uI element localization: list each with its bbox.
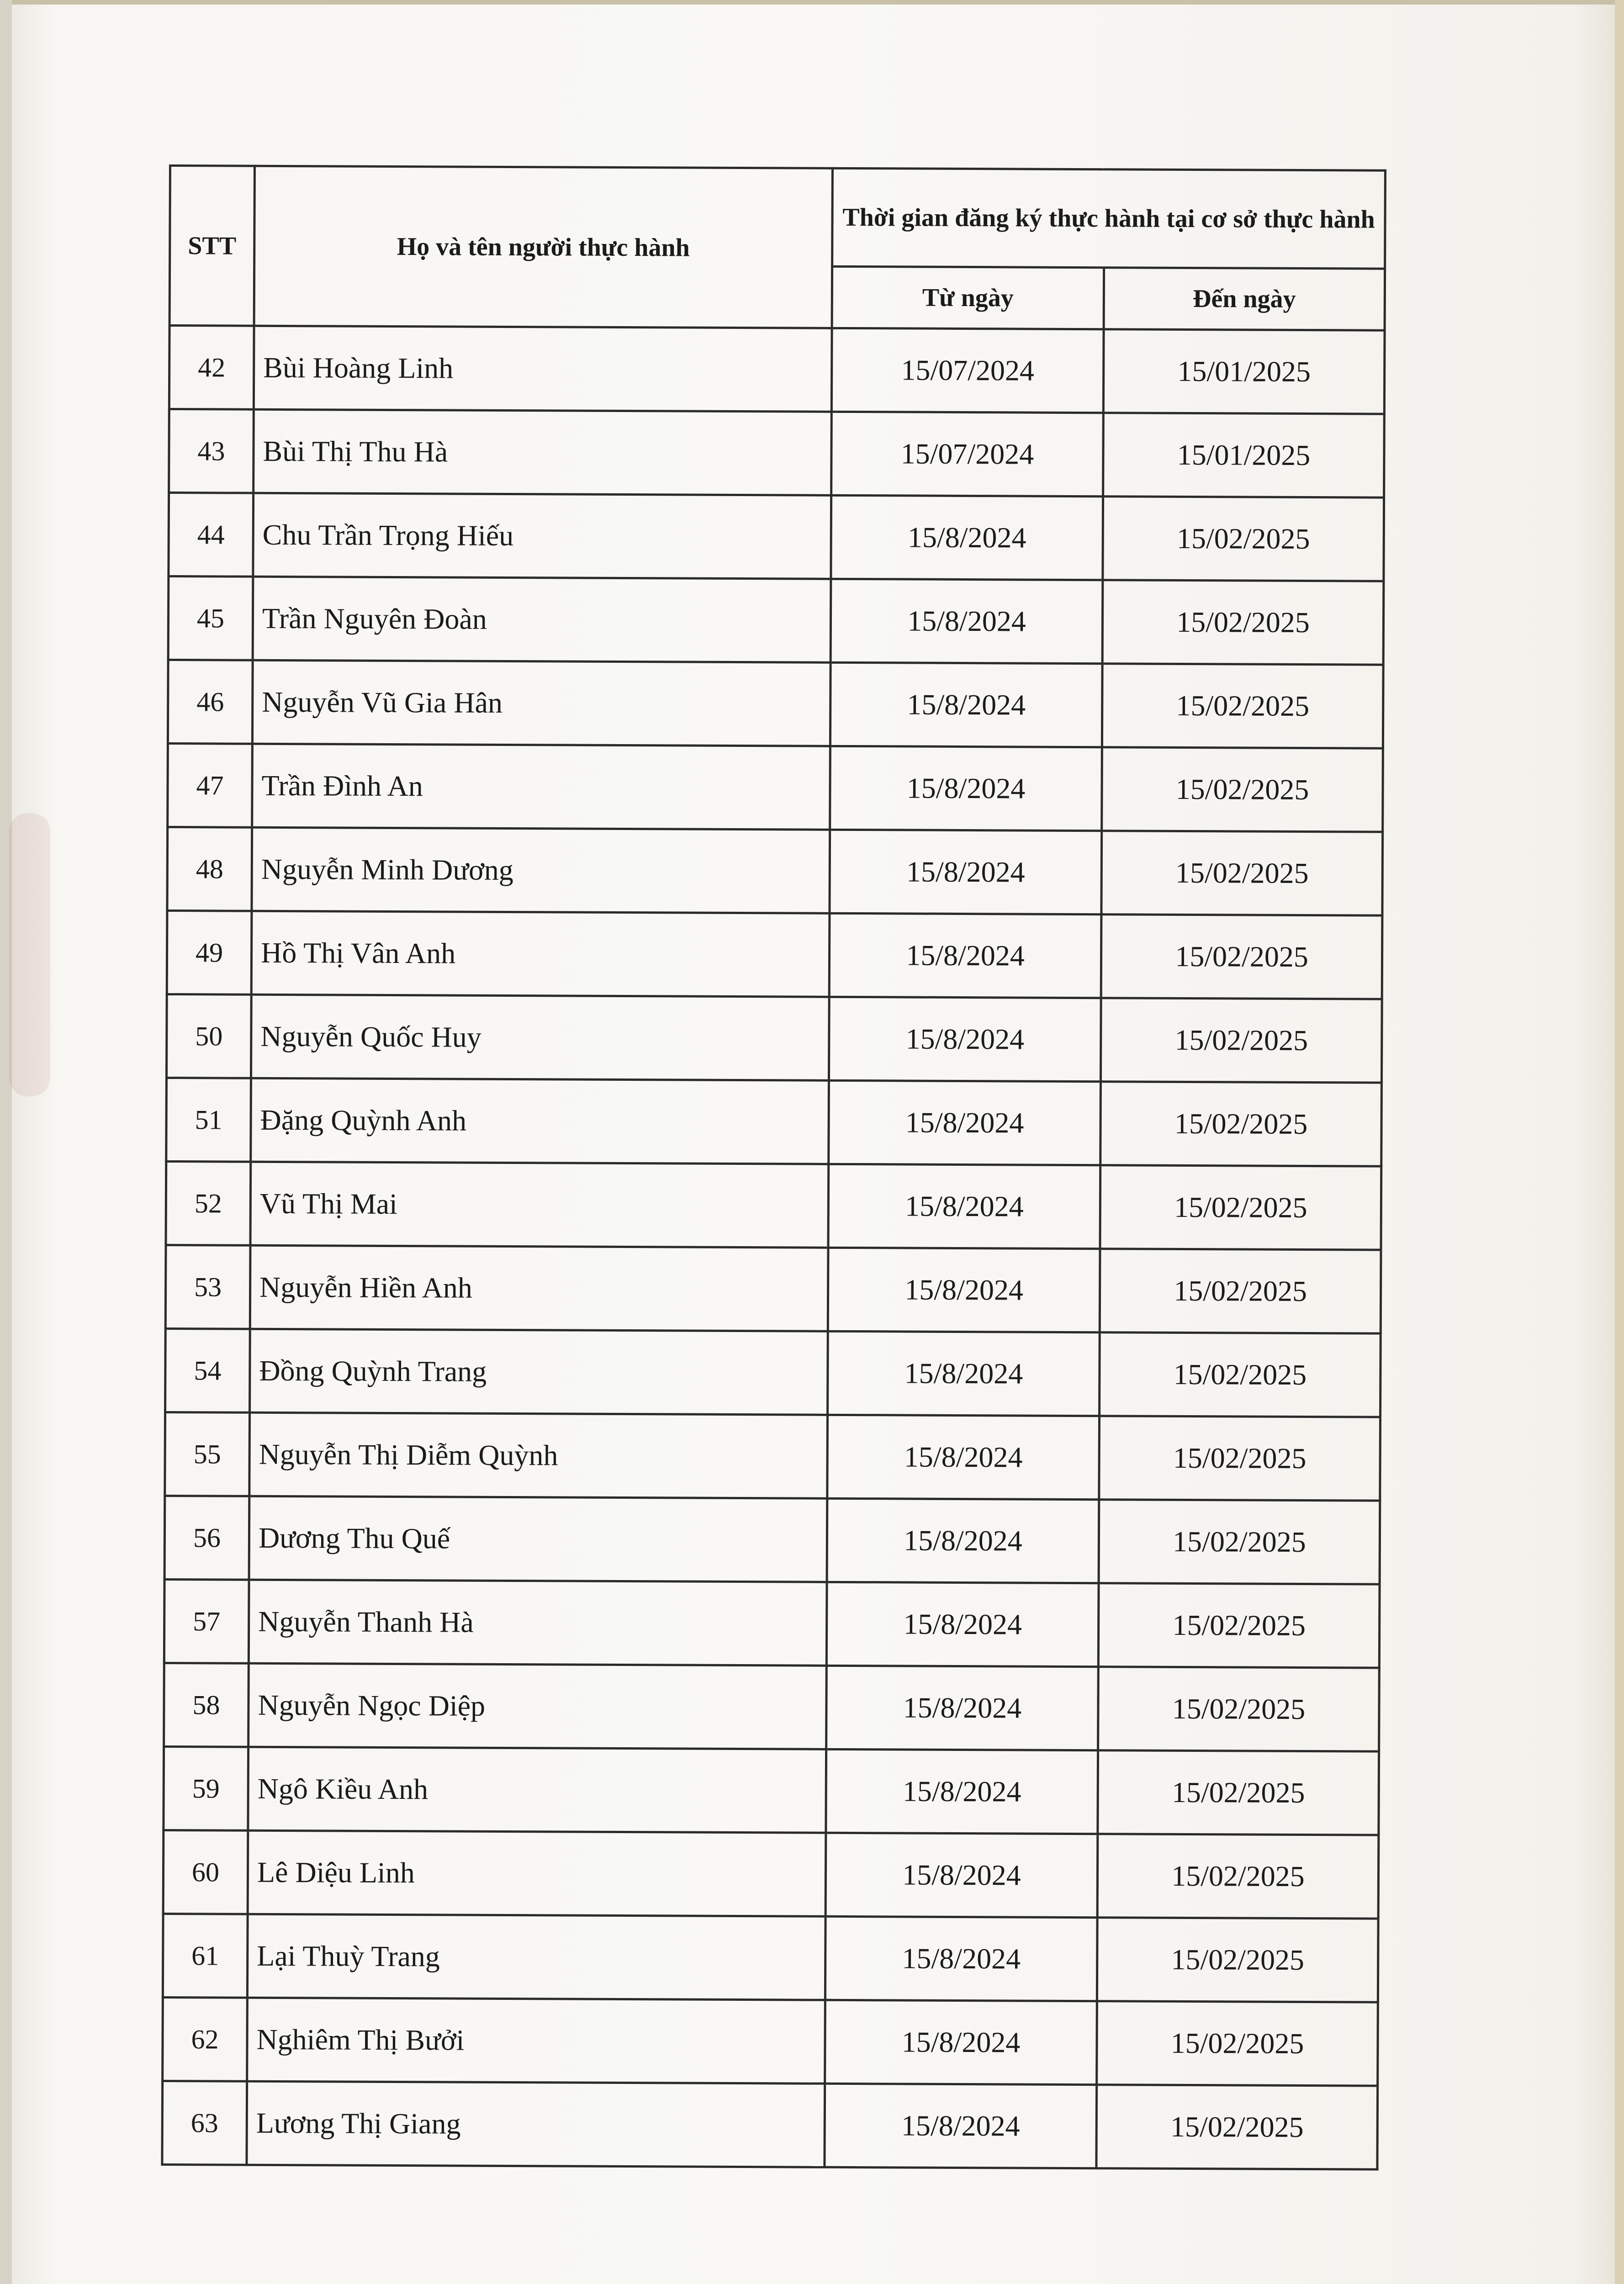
cell-stt: 57 xyxy=(164,1579,249,1663)
cell-name: Bùi Hoàng Linh xyxy=(254,326,832,412)
table-row xyxy=(167,910,1382,999)
cell-name: Vũ Thị Mai xyxy=(250,1162,829,1248)
cell-stt: 59 xyxy=(164,1746,249,1830)
cell-stt: 61 xyxy=(163,1914,248,1998)
cell-name: Hồ Thị Vân Anh xyxy=(251,911,830,997)
cell-to: 15/02/2025 xyxy=(1097,2001,1378,2086)
cell-name: Lại Thuỳ Trang xyxy=(247,1914,825,2000)
cell-stt: 42 xyxy=(169,326,254,410)
cell-to: 15/02/2025 xyxy=(1099,1416,1381,1501)
cell-name: Trần Đình An xyxy=(252,744,831,830)
cell-name: Nguyễn Ngọc Diệp xyxy=(249,1663,827,1749)
cell-name: Nguyễn Quốc Huy xyxy=(251,994,829,1080)
table-row xyxy=(165,1328,1381,1417)
cell-name: Dương Thu Quế xyxy=(249,1496,827,1582)
cell-name: Lê Diệu Linh xyxy=(248,1830,826,1916)
cell-name: Lương Thị Giang xyxy=(247,2081,825,2167)
header-stt: STT xyxy=(169,166,254,326)
cell-from: 15/8/2024 xyxy=(826,1665,1099,1750)
cell-to: 15/02/2025 xyxy=(1101,831,1383,915)
cell-to: 15/02/2025 xyxy=(1098,1667,1380,1751)
table-row xyxy=(166,1078,1382,1166)
cell-to: 15/02/2025 xyxy=(1102,664,1383,748)
cell-from: 15/8/2024 xyxy=(829,997,1101,1081)
cell-stt: 52 xyxy=(166,1161,251,1245)
cell-to: 15/02/2025 xyxy=(1096,2085,1378,2169)
cell-name: Nguyễn Hiền Anh xyxy=(250,1245,828,1331)
cell-stt: 51 xyxy=(166,1078,251,1162)
table-row xyxy=(163,1997,1378,2086)
cell-to: 15/02/2025 xyxy=(1097,1834,1379,1919)
cell-from: 15/8/2024 xyxy=(826,1749,1098,1834)
cell-to: 15/02/2025 xyxy=(1098,1583,1380,1668)
cell-stt: 48 xyxy=(167,827,252,911)
cell-name: Nguyễn Minh Dương xyxy=(252,827,830,913)
cell-to: 15/02/2025 xyxy=(1100,1165,1381,1250)
cell-name: Bùi Thị Thu Hà xyxy=(254,409,832,495)
cell-stt: 50 xyxy=(166,994,251,1078)
table-row xyxy=(166,1161,1381,1250)
header-name: Họ và tên người thực hành xyxy=(254,166,832,328)
cell-to: 15/02/2025 xyxy=(1100,1249,1381,1333)
practitioner-table xyxy=(161,164,1386,2171)
cell-from: 15/8/2024 xyxy=(828,1248,1100,1332)
cell-to: 15/02/2025 xyxy=(1099,1500,1380,1584)
cell-stt: 58 xyxy=(164,1663,249,1747)
cell-from: 15/8/2024 xyxy=(829,913,1101,998)
cell-to: 15/02/2025 xyxy=(1103,497,1384,581)
bleed-through-mark xyxy=(9,813,50,1096)
table-row xyxy=(169,326,1385,414)
cell-name: Nghiêm Thị Bưởi xyxy=(247,1998,825,2083)
cell-stt: 62 xyxy=(163,1997,248,2081)
header-period: Thời gian đăng ký thực hành tại cơ sở thực hành xyxy=(832,168,1386,269)
cell-from: 15/8/2024 xyxy=(828,1331,1100,1416)
cell-to: 15/02/2025 xyxy=(1098,1750,1379,1835)
header-from: Từ ngày xyxy=(832,266,1104,329)
cell-from: 15/8/2024 xyxy=(825,2083,1097,2168)
table-row xyxy=(164,1746,1379,1835)
cell-to: 15/02/2025 xyxy=(1101,915,1382,999)
cell-to: 15/02/2025 xyxy=(1100,998,1382,1083)
table-row xyxy=(164,1663,1380,1751)
cell-stt: 53 xyxy=(165,1245,250,1329)
header-row-1 xyxy=(170,166,1386,269)
cell-to: 15/02/2025 xyxy=(1100,1082,1382,1166)
cell-stt: 47 xyxy=(168,743,253,827)
cell-from: 15/07/2024 xyxy=(831,412,1104,496)
cell-from: 15/8/2024 xyxy=(826,1582,1099,1666)
cell-name: Nguyễn Thị Diễm Quỳnh xyxy=(249,1412,828,1498)
table-row xyxy=(164,1496,1380,1584)
table-row xyxy=(165,1412,1381,1501)
table-row xyxy=(167,827,1383,915)
cell-from: 15/8/2024 xyxy=(831,495,1103,580)
cell-from: 15/8/2024 xyxy=(829,1080,1101,1165)
cell-stt: 60 xyxy=(163,1830,248,1914)
cell-stt: 54 xyxy=(165,1328,250,1412)
cell-from: 15/8/2024 xyxy=(830,746,1102,830)
table-row xyxy=(166,994,1382,1083)
cell-from: 15/8/2024 xyxy=(831,579,1103,663)
cell-name: Nguyễn Thanh Hà xyxy=(249,1580,827,1665)
cell-from: 15/8/2024 xyxy=(825,2000,1097,2084)
cell-stt: 43 xyxy=(169,409,254,493)
cell-stt: 49 xyxy=(167,910,252,994)
table-row xyxy=(163,1830,1379,1919)
table-row xyxy=(168,660,1383,749)
cell-stt: 44 xyxy=(169,493,254,577)
table-row xyxy=(164,1579,1380,1668)
cell-from: 15/8/2024 xyxy=(827,1498,1099,1583)
cell-from: 15/8/2024 xyxy=(830,662,1102,747)
cell-to: 15/01/2025 xyxy=(1103,413,1385,497)
cell-from: 15/8/2024 xyxy=(830,830,1102,914)
cell-name: Đồng Quỳnh Trang xyxy=(250,1329,828,1415)
table-row xyxy=(165,1245,1381,1333)
table-row xyxy=(168,743,1383,832)
cell-to: 15/02/2025 xyxy=(1102,747,1383,832)
cell-from: 15/07/2024 xyxy=(831,328,1104,412)
cell-to: 15/02/2025 xyxy=(1097,1918,1378,2002)
cell-stt: 46 xyxy=(168,660,253,744)
table-row xyxy=(169,493,1384,582)
cell-name: Chu Trần Trọng Hiếu xyxy=(253,493,831,579)
page-right-edge xyxy=(1615,0,1624,2284)
cell-name: Trần Nguyên Đoàn xyxy=(253,576,831,662)
page-top-edge xyxy=(0,0,1624,5)
cell-stt: 63 xyxy=(162,2081,247,2165)
table-row xyxy=(169,409,1385,498)
page-left-shadow xyxy=(0,0,12,2284)
cell-to: 15/01/2025 xyxy=(1103,329,1385,414)
cell-name: Đặng Quỳnh Anh xyxy=(251,1078,829,1164)
cell-from: 15/8/2024 xyxy=(827,1415,1100,1499)
cell-name: Ngô Kiều Anh xyxy=(248,1747,826,1833)
cell-from: 15/8/2024 xyxy=(825,1833,1098,1917)
table-row xyxy=(168,576,1384,665)
cell-to: 15/02/2025 xyxy=(1100,1332,1381,1417)
table-row xyxy=(163,1914,1378,2002)
cell-stt: 45 xyxy=(168,576,253,661)
cell-to: 15/02/2025 xyxy=(1102,580,1384,665)
cell-name: Nguyễn Vũ Gia Hân xyxy=(252,660,831,746)
cell-from: 15/8/2024 xyxy=(825,1916,1097,2001)
table-row xyxy=(162,2081,1378,2169)
cell-from: 15/8/2024 xyxy=(828,1164,1100,1248)
header-to: Đến ngày xyxy=(1104,268,1385,330)
cell-stt: 55 xyxy=(165,1412,250,1496)
cell-stt: 56 xyxy=(164,1496,249,1580)
